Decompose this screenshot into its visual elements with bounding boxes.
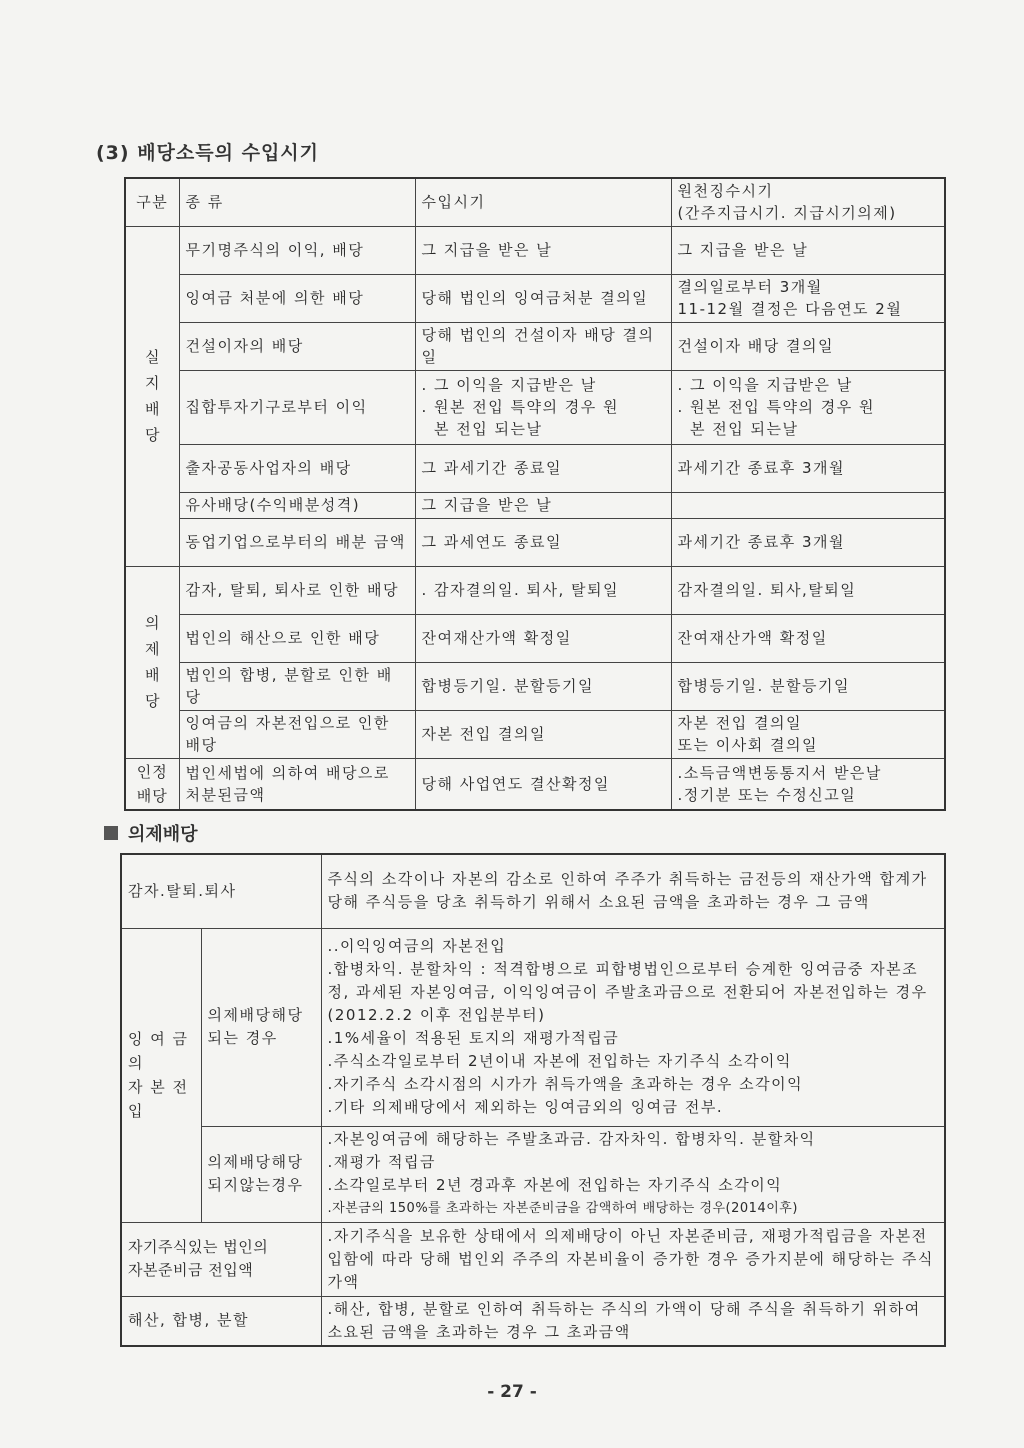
row-kind: 동업기업으로부터의 배분 금액 xyxy=(179,518,415,566)
square-bullet-icon xyxy=(104,826,118,840)
row-kind: 집합투자기구로부터 이익 xyxy=(179,370,415,444)
table-row xyxy=(121,928,945,1126)
section-title: (3) 배당소득의 수입시기 xyxy=(96,142,320,164)
table-row xyxy=(121,854,945,928)
row-income: 당해 법인의 잉여금처분 결의일 xyxy=(415,274,671,322)
header-income-timing: 수입시기 xyxy=(415,178,671,226)
not-applicable-items: .자본잉여금에 해당하는 주발초과금. 감자차익. 합병차익. 분할차익 .재평가 적립금 .소각일로부터 2년 경과후 자본에 전입하는 자기주식 소각이익 .자본금의 150%를 초과하는 자본준비금을 감액하여 배당하는 경우(2014이후) xyxy=(321,1126,945,1222)
section2-title: 의제배당 xyxy=(104,820,198,846)
row-income: 자본 전입 결의일 xyxy=(415,710,671,758)
table-row xyxy=(125,518,945,566)
header-type: 구분 xyxy=(125,178,179,226)
row-income: 그 지급을 받은 날 xyxy=(415,226,671,274)
row-withhold: 자본 전입 결의일 또는 이사회 결의일 xyxy=(671,710,945,758)
table-header-row xyxy=(125,178,945,226)
row-kind: 법인의 합병, 분할로 인한 배당 xyxy=(179,662,415,710)
row-withhold xyxy=(671,492,945,518)
row-kind: 무기명주식의 이익, 배당 xyxy=(179,226,415,274)
row-label: 해산, 합병, 분할 xyxy=(121,1296,321,1346)
table-row xyxy=(125,444,945,492)
row-withhold: 그 지급을 받은 날 xyxy=(671,226,945,274)
row-kind: 잉여금 처분에 의한 배당 xyxy=(179,274,415,322)
row-income: 그 지급을 받은 날 xyxy=(415,492,671,518)
header-kind: 종 류 xyxy=(179,178,415,226)
row-kind: 건설이자의 배당 xyxy=(179,322,415,370)
table-row xyxy=(121,1222,945,1296)
table-row xyxy=(125,274,945,322)
row-income: 그 과세연도 종료일 xyxy=(415,518,671,566)
row-income: . 그 이익을 지급받은 날 . 원본 전입 특약의 경우 원 본 전입 되는날 xyxy=(415,370,671,444)
table-row xyxy=(125,322,945,370)
group-deemed-dividend: 의 제 배 당 xyxy=(125,566,179,758)
table-row xyxy=(125,758,945,810)
row-text: 주식의 소각이나 자본의 감소로 인하여 주주가 취득하는 금전등의 재산가액 합계가 당해 주식등을 당초 취득하기 위해서 소요된 금액을 초과하는 경우 그 금액 xyxy=(321,854,945,928)
deemed-dividend-table xyxy=(120,853,946,1347)
row-text: .자기주식을 보유한 상태에서 의제배당이 아닌 자본준비금, 재평가적립금을 자본전입함에 따라 당해 법인외 주주의 자본비율이 증가한 경우 증가지분에 해당하는 주식 가액 xyxy=(321,1222,945,1296)
row-withhold: 과세기간 종료후 3개월 xyxy=(671,518,945,566)
group-actual-dividend: 실 지 배 당 xyxy=(125,226,179,566)
table-row xyxy=(125,566,945,614)
table-row xyxy=(125,710,945,758)
row-withhold: 결의일로부터 3개월 11-12월 결정은 다음연도 2월 xyxy=(671,274,945,322)
group-recognized-dividend: 인정 배당 xyxy=(125,758,179,810)
row-withhold: 감자결의일. 퇴사,탈퇴일 xyxy=(671,566,945,614)
row-income: 합병등기일. 분할등기일 xyxy=(415,662,671,710)
row-kind: 법인세법에 의하여 배당으로 처분된금액 xyxy=(179,758,415,810)
row-kind: 유사배당(수익배분성격) xyxy=(179,492,415,518)
page-number: - 27 - xyxy=(487,1382,537,1402)
row-withhold: 과세기간 종료후 3개월 xyxy=(671,444,945,492)
row-kind: 출자공동사업자의 배당 xyxy=(179,444,415,492)
row-label: 자기주식있는 법인의 자본준비금 전입액 xyxy=(121,1222,321,1296)
table-row xyxy=(125,492,945,518)
row-withhold: .소득금액변동통지서 받은날 .정기분 또는 수정신고일 xyxy=(671,758,945,810)
table-row xyxy=(121,1296,945,1346)
table-row xyxy=(125,370,945,444)
row-withhold: 건설이자 배당 결의일 xyxy=(671,322,945,370)
table-row xyxy=(125,662,945,710)
row-label: 감자.탈퇴.퇴사 xyxy=(121,854,321,928)
row-income: 그 과세기간 종료일 xyxy=(415,444,671,492)
table-row xyxy=(125,226,945,274)
row-kind: 감자, 탈퇴, 퇴사로 인한 배당 xyxy=(179,566,415,614)
row-income: 당해 사업연도 결산확정일 xyxy=(415,758,671,810)
row-sublabel-applicable: 의제배당해당 되는 경우 xyxy=(201,928,321,1126)
row-withhold: 잔여재산가액 확정일 xyxy=(671,614,945,662)
row-income: . 감자결의일. 퇴사, 탈퇴일 xyxy=(415,566,671,614)
dividend-income-timing-table xyxy=(124,177,946,811)
table-row xyxy=(125,614,945,662)
row-income: 당해 법인의 건설이자 배당 결의일 xyxy=(415,322,671,370)
table-row xyxy=(121,1126,945,1222)
row-label-capital-transfer: 잉 여 금 의 자 본 전 입 xyxy=(121,928,201,1222)
applicable-items: ..이익잉여금의 자본전입 .합병차익. 분할차익 : 적격합병으로 피합병법인으로부터 승계한 잉여금중 자본조정, 과세된 자본잉여금, 이익잉여금이 주발초과금으로 전환되어 자본전입하는 경우 (2012.2.2 이후 전입분부터) .1%세율이 적용된 토지의 재평가적립금 .주식소각일로부터 2년이내 자본에 전입하는 자기주식 소각이익 .자기주식 소각시점의 시가가 취득가액을 초과하는 경우 소각이익 .기타 의제배당에서 제외하는 잉여금외의 잉여금 전부. xyxy=(321,928,945,1126)
row-sublabel-not-applicable: 의제배당해당 되지않는경우 xyxy=(201,1126,321,1222)
row-withhold: . 그 이익을 지급받은 날 . 원본 전입 특약의 경우 원 본 전입 되는날 xyxy=(671,370,945,444)
row-kind: 법인의 해산으로 인한 배당 xyxy=(179,614,415,662)
row-kind: 잉여금의 자본전입으로 인한 배당 xyxy=(179,710,415,758)
row-text: .해산, 합병, 분할로 인하여 취득하는 주식의 가액이 당해 주식을 취득하기 위하여 소요된 금액을 초과하는 경우 그 초과금액 xyxy=(321,1296,945,1346)
row-withhold: 합병등기일. 분할등기일 xyxy=(671,662,945,710)
header-withholding-timing: 원천징수시기 (간주지급시기. 지급시기의제) xyxy=(671,178,945,226)
row-income: 잔여재산가액 확정일 xyxy=(415,614,671,662)
